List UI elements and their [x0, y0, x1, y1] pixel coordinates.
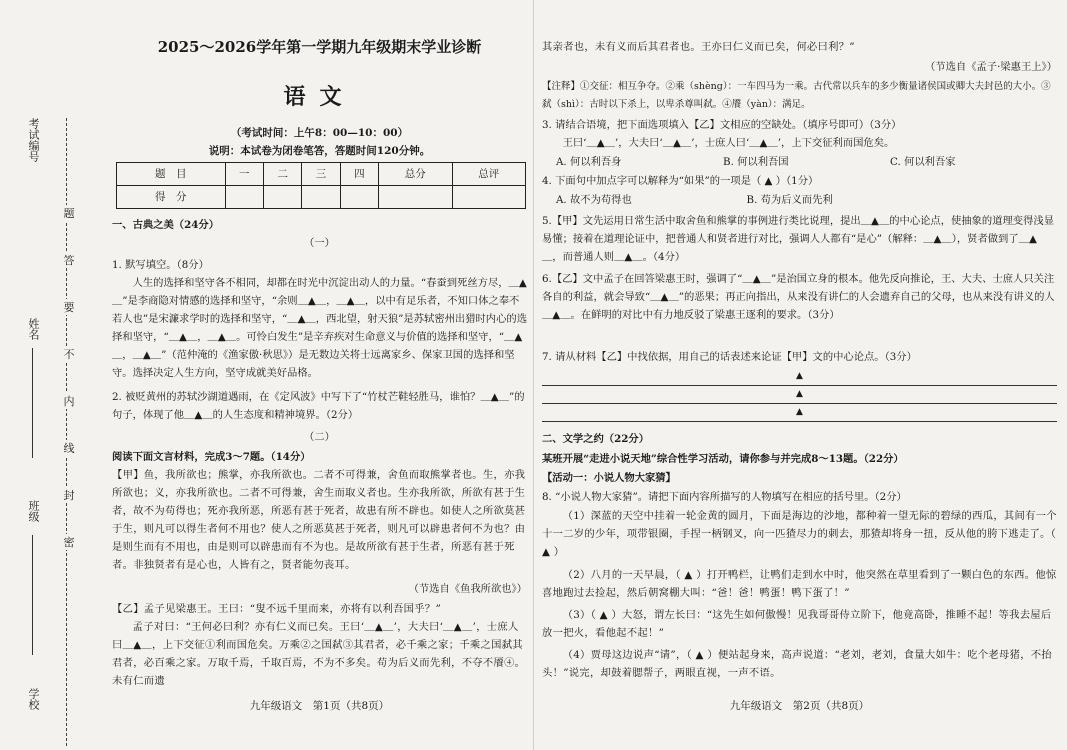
score-input-cell[interactable] — [452, 186, 526, 209]
table-cell: 总分 — [379, 163, 452, 186]
subject-title: 语文 — [283, 84, 356, 110]
passage-yi-body: 孟子对曰：“王何必曰利？亦有仁义而已矣。王曰‘＿▲＿’，大夫曰‘＿▲＿’，士庶人曰＿▲＿，上下交征①利而国危矣。万乘②之国弑③其君者，必千乘之家；千乘之国弑其君者，必百乘之家。万取千焉，千取百焉，不为不多矣。苟为后义而先利，不夺不餍④。未有仁而遗 — [112, 621, 526, 687]
option: A. 故不为苟得也 — [556, 194, 632, 206]
seal-char: 不 — [63, 348, 75, 361]
seal-char: 内 — [63, 395, 75, 408]
answer-line[interactable]: ▲ — [542, 368, 1057, 386]
question-3: 3. 请结合语境，把下面选项填入【乙】文相应的空缺处。（填序号即可）（3分） — [542, 119, 902, 131]
question-3-blanks: 王曰‘＿▲＿’，大夫曰‘＿▲＿’，士庶人曰‘＿▲＿’，上下交征利而国危矣。 — [562, 137, 895, 149]
question-4-options — [542, 191, 1057, 209]
answer-line[interactable]: ▲ — [542, 404, 1057, 422]
page-footer: 九年级语文 第1页（共8页） — [249, 700, 390, 712]
table-cell: 四 — [340, 163, 378, 186]
page-2 — [533, 0, 1066, 750]
page-footer: 九年级语文 第2页（共8页） — [729, 700, 870, 712]
table-cell: 三 — [302, 163, 340, 186]
passage-yi-opening: 【乙】孟子见梁惠王。王曰：“叟不远千里而来，亦将有以利吾国乎？” — [112, 603, 442, 615]
passage-jia-source: （节选自《鱼我所欲也》） — [408, 583, 527, 595]
score-input-cell[interactable] — [302, 186, 340, 209]
option: B. 苟为后义而先利 — [746, 194, 833, 206]
seal-char: 封 — [63, 489, 75, 502]
class-label: 班级 — [27, 500, 40, 522]
table-row — [117, 186, 526, 209]
exam-instructions: 说明：本试卷为闭卷笔答，答题时间120分钟。 — [208, 145, 431, 157]
question-2: 2. 被贬黄州的苏轼沙湖道遇雨，在《定风波》中写下了“竹杖芒鞋轻胜马，谁怕？＿▲＿”的句子，体现了他＿▲＿的人生态度和精神境界。（2分） — [112, 391, 525, 421]
question-1-text: 人生的选择和坚守各不相同，却都在时光中沉淀出动人的力量。“春蚕到死丝方尽，＿▲＿”是李商隐对情感的选择和坚守，“余则＿▲＿，＿▲＿，以中有足乐者，不知口体之奉不若人也”是宋濂求学时的选择和坚守，“＿▲＿，西北望，射天狼”是苏轼密州出猎时内心的选择和坚守，“＿▲＿，＿▲＿。可怜白发生”是辛弃疾对生命意义与价值的选择和坚守，“＿▲＿，＿▲＿”（范仲淹的《渔家傲·秋思》）是无数边关将士远离家乡、保家卫国的选择和坚守。选择决定人生方向，坚守成就美好品格。 — [112, 277, 527, 379]
question-6: 6.【乙】文中孟子在回答梁惠王时，强调了“＿▲＿”是治国立身的根本。他先反向推论，王、大夫、士庶人只关注各自的利益，就会导致“＿▲＿”的恶果；再正向指出，从来没有讲仁的人会遗弃自己的父母，也从来没有讲义的人＿▲＿。在鲜明的对比中有力地反驳了梁惠王逐利的要求。（3分） — [542, 273, 1055, 321]
reading-intro: 阅读下面文言材料，完成3～7题。（14分） — [112, 451, 311, 463]
part-heading: （一） — [304, 237, 335, 249]
page-1-content — [112, 0, 527, 750]
question-8-item-3: （3）（ ▲ ）大怒，谓左长曰：“这先生如何傲慢！见我哥哥侍立阶下，他竟高卧，推睡不起！等我去屋后放一把火，看他起不起！” — [542, 609, 1052, 639]
question-8-item-4: （4）贾母这边说声“请”，（ ▲ ）便站起身来，高声说道：“老刘，老刘，食量大如牛：吃个老母猪，不抬头！”说完，却鼓着腮帮子，两眼直视，一声不语。 — [542, 649, 1053, 679]
passage-jia: 【甲】鱼，我所欲也；熊掌，亦我所欲也。二者不可得兼，舍鱼而取熊掌者也。生，亦我所欲也；义，亦我所欲也。二者不可得兼，舍生而取义者也。生亦我所欲，所欲有甚于生者，故不为苟得也；死亦我所恶，所恶有甚于死者，故患有所不辟也。如使人之所欲莫甚于生，则凡可以得生者何不用也？使人之所恶莫甚于死者，则凡可以辟患者何不为也？由是则生而有不用也，由是则可以辟患而有不为也。是故所欲有甚于生者，所恶有甚于死者。非独贤者有是心也，人皆有之，贤者能勿丧耳。 — [112, 469, 526, 571]
section-heading: 二、文学之约（22分） — [542, 433, 650, 445]
seal-char: 要 — [63, 301, 75, 314]
question-8-item-2: （2）八月的一天早晨，（ ▲ ）打开鸭栏，让鸭们走到水中时，他突然在草里看到了一颗白色的东西。他惊喜地跑过去捡起，然后朝窝棚大叫：“爸！爸！鸭蛋！鸭下蛋了！” — [542, 569, 1057, 599]
seal-char: 密 — [63, 536, 75, 549]
table-row — [117, 163, 526, 186]
part-heading: （二） — [304, 431, 335, 443]
exam-title: 2025～2026学年第一学期九年级期末学业诊断 — [157, 38, 482, 56]
table-cell: 题 目 — [117, 163, 226, 186]
option: A. 何以利吾身 — [556, 156, 622, 168]
question-8: 8. “小说人物大家猜”。请把下面内容所描写的人物填写在相应的括号里。（2分） — [542, 491, 907, 503]
seal-char: 线 — [63, 442, 75, 455]
school-label: 学校 — [27, 688, 40, 710]
option: B. 何以利吾国 — [723, 156, 789, 168]
question-8-item-1: （1）深蓝的天空中挂着一轮金黄的圆月，下面是海边的沙地，都种着一望无际的碧绿的西瓜，其间有一个十一二岁的少年，项带银圈，手捏一柄钢叉，向一匹猹尽力的刺去，那猹却将身一扭，反从他的胯下逃走了。（ ▲ ） — [542, 510, 1057, 558]
passage-yi-continued: 其亲者也，未有义而后其君者也。王亦曰仁义而已矣，何必曰利？” — [542, 41, 855, 53]
seal-char: 答 — [63, 254, 75, 267]
table-cell: 得 分 — [117, 186, 226, 209]
score-input-cell[interactable] — [340, 186, 378, 209]
question-1: 1. 默写填空。（8分） — [112, 259, 209, 271]
section-heading: 一、古典之美（24分） — [112, 219, 220, 231]
answer-lines — [542, 368, 1057, 422]
activity-intro: 某班开展“走进小说天地”综合性学习活动，请你参与并完成8～13题。（22分） — [542, 453, 904, 465]
question-3-options — [542, 153, 1057, 171]
exam-time: （考试时间：上午8：00—10：00） — [230, 127, 409, 139]
binding-margin — [0, 0, 88, 750]
answer-line[interactable]: ▲ — [542, 386, 1057, 404]
question-5: 5.【甲】文先运用日常生活中取舍鱼和熊掌的事例进行类比说理，提出＿▲＿的中心论点，使抽象的道理变得浅显易懂；接着在道理论证中，把普通人和贤者进行对比，强调人人都有“是心”（解释：＿▲＿），贤者做到了＿▲＿，而普通人则＿▲＿。（4分） — [542, 215, 1054, 263]
name-label: 姓名 — [27, 318, 40, 340]
passage-yi-source: （节选自《孟子·梁惠王上》） — [925, 61, 1057, 73]
exam-number-label: 考试编号 — [27, 118, 40, 162]
page-2-content — [542, 0, 1057, 750]
score-input-cell[interactable] — [263, 186, 301, 209]
score-input-cell[interactable] — [379, 186, 452, 209]
name-line — [32, 348, 33, 458]
annotation-note: 【注释】①交征：相互争夺。②乘（shèng）：一车四马为一乘。古代常以兵车的多少衡量诸侯国或卿大夫封邑的大小。③弑（shì）：古时以下杀上，以卑杀尊叫弑。④餍（yàn）：满足。 — [542, 81, 1051, 110]
table-cell: 总评 — [452, 163, 526, 186]
class-line — [32, 535, 33, 655]
seal-char: 题 — [63, 207, 75, 220]
score-input-cell[interactable] — [225, 186, 263, 209]
option: C. 何以利吾家 — [890, 156, 956, 168]
question-4: 4. 下面句中加点字可以解释为“如果”的一项是（ ▲ ）（1分） — [542, 175, 819, 187]
table-cell: 二 — [263, 163, 301, 186]
score-table — [116, 162, 526, 209]
activity-heading: 【活动一：小说人物大家猜】 — [542, 472, 676, 484]
table-cell: 一 — [225, 163, 263, 186]
page-1 — [0, 0, 533, 750]
question-7: 7. 请从材料【乙】中找依据，用自己的话表述来论证【甲】文的中心论点。（3分） — [542, 351, 917, 363]
